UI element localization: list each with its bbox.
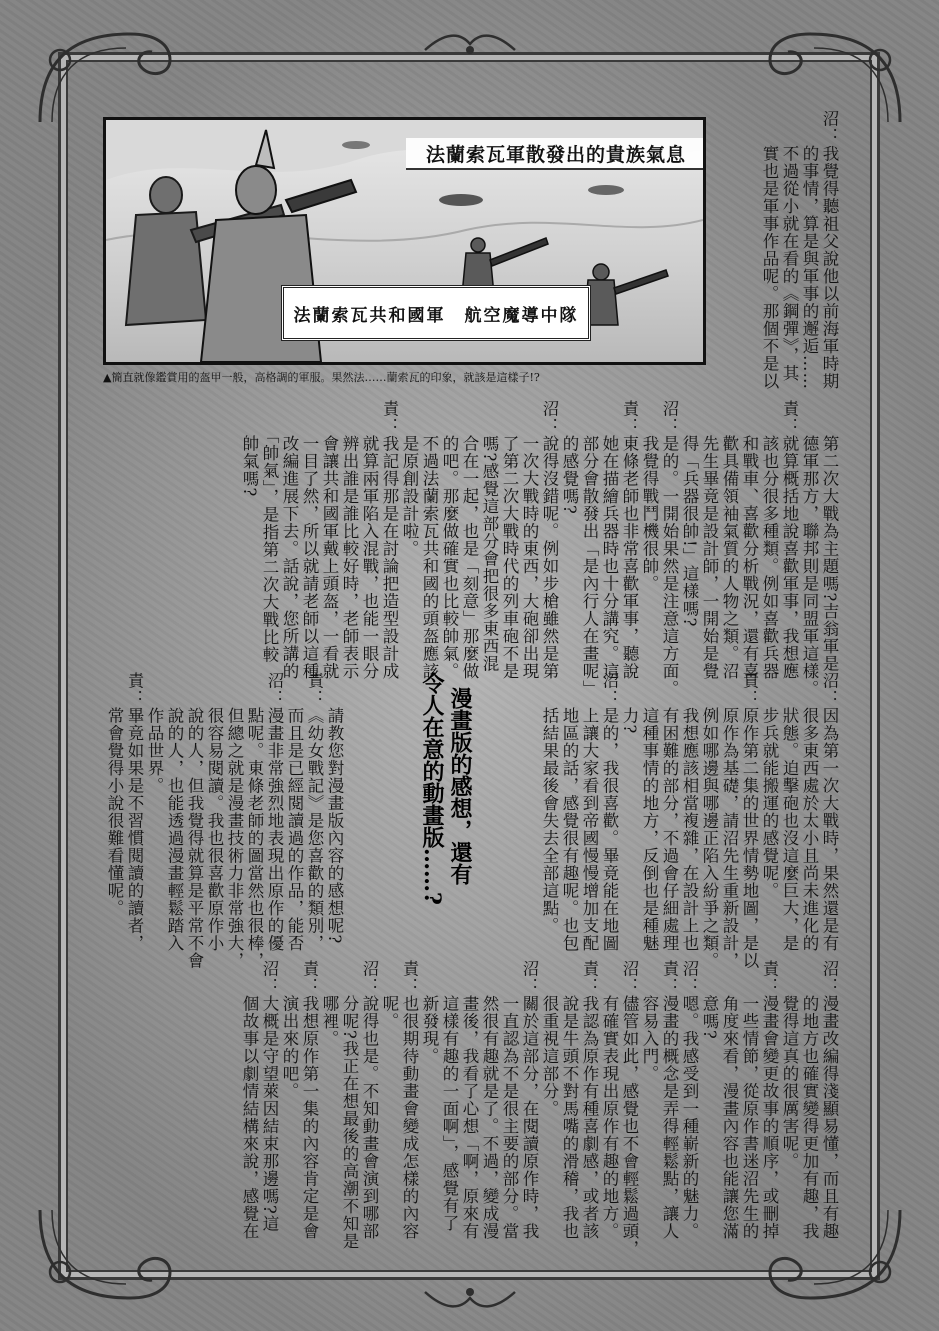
illustration-banner-title: 法蘭索瓦軍散發出的貴族氣息	[406, 138, 706, 170]
text-block-row3-left: 請教您對漫畫版內容的感想呢? 責：《幼女戰記》是您喜歡的類別， 而且是已經閱讀過的作品，能否 沼：漫畫非常強烈地表現出原作的優 點呢。東條老師的圖當然也很棒， 但總之就是漫畫技術力非常強大， 很容易閱讀。我也很喜歡原作小 說的人，但我覺得就算是平常不會 說的人，也能透過漫畫輕鬆踏入 作品世界。 責：畢竟如果是不習慣閱讀的讀者， 常會覺得小說很難看懂呢。	[105, 672, 344, 970]
illustration-caption: ▲簡直就像鑑賞用的盔甲一般，高格調的軍服。果然法……蘭索瓦的印象，就該是這樣子!?	[103, 371, 540, 384]
section-heading-line2: 令人在意的動畫版……?	[419, 672, 445, 905]
text-block-row3-right: 沼：因為第一次大戰時，果然還是有 很多東西處於太小且尚未進化的 狀態。迫擊砲也沒這麼巨大，是 步兵就能搬運的感覺呢。 責：原作第二集的世界情勢地圖，是以 原作為基礎，請沼先生重新設計， 例如哪邊與哪邊正陷入紛爭之類。 我想應該相當複雜，在設計上也 有困難的部分，不過會仔細處理 這種事情的地方，反倒也是種魅 力? 沼：是的，我很喜歡。畢竟能在地圖 上讓大家看到帝國慢慢增加支配 地區的話，感覺很有趣呢。也包 括結果最後會失去全部這點。	[540, 672, 839, 970]
section-heading-line1: 漫畫版的感想，還有	[447, 687, 473, 886]
illustration-caption-box: 法蘭索瓦共和國軍 航空魔導中隊	[281, 285, 591, 341]
top-center-ornament	[420, 30, 520, 60]
text-block-upper-right: 沼：我覺得聽祖父說他以前海軍時期 的事情，算是與軍事的邂逅…… 不過從小就在看的《鋼彈》，其 實也是軍事作品呢。那個不是以	[760, 110, 839, 390]
manga-illustration	[103, 117, 706, 365]
text-block-row4: 沼：漫畫改編得淺顯易懂，而且有趣 的地方也確實變得更加有趣，我 覺得這真的很厲害呢。 責：漫畫會變更故事的順序，或刪掉 一些情節，從原作書迷沼先生的 角度來看，漫畫內容也能讓您滿 意嗎? 沼：嗯。我感受到一種嶄新的魅力。 責：漫畫的概念是弄得輕鬆點，讓人 容易入門。 沼：儘管如此，感覺也不會輕鬆過頭， 有確實表現出原作有趣的地方。 責：我認為原作有種喜劇感，或者該 說是牛頭不對馬嘴的滑稽，我也 很重視這部分。 沼：關於這部分，在閱讀原作時，我 一直認為不是很主要的部分。當 然很有趣就是了。不過，變成漫 畫後，我看了心想「啊，原來有 這樣有趣的一面啊」，感覺有了 新發現。 責：也很期待動畫會變成怎樣的內容 呢。 沼：說得也是。不知動畫會演到哪部 分呢?我正在想最後的高潮不知是 哪裡。 責：我想原作第一集的內容肯定是會 演出來的吧。 沼：大概是守望萊因結束那邊嗎?這 個故事以劇情結構來說，感覺在	[240, 960, 839, 1258]
section-heading	[418, 672, 502, 912]
bottom-center-ornament	[420, 1282, 520, 1312]
corner-ornament-bottom-left	[30, 1200, 180, 1310]
text-block-row2: 第二次大戰為主題嗎?吉翁軍是 德軍那方，聯邦則是同盟軍這樣。 責：就算概括地說喜歡軍事，我想應 該也分很多種類。例如喜歡兵器 和戰車、喜歡分析戰況，還有喜 歡具備領袖氣質的人物之類。沼 先生畢竟是設計師，一開始是覺 得「兵器很帥!」這樣嗎? 沼：是的。一開始果然是注意這方面。 我覺得戰鬥機很帥。 責：東條老師也非常喜歡軍事，聽說 她在描繪兵器時也十分講究。這 部分會散發出「是內行人在畫呢」 的感覺嗎? 沼：說得沒錯呢。例如步槍雖然是第 一次大戰時的東西，大砲卻出現 了第二次大戰時代的列車砲不是 嗎?感覺這部分會把很多東西混 合在一起，也是「刻意」那麼做 的吧。那麼做確實也比較帥氣。 不過法蘭索瓦共和國的頭盔應該 是原創設計啦。 責：我記得那是在討論把造型設計成 就算兩軍陷入混戰，也能一眼分 辨出誰是誰比較好時，老師表示 會讓共和國軍戴上頭盔，一看就 一目了然，所以就請老師以這種 改編進展下去。話說，您所講的 「帥氣」，是指第二次大戰比較 帥氣嗎?	[240, 400, 839, 698]
corner-ornament-top-left	[30, 22, 180, 132]
